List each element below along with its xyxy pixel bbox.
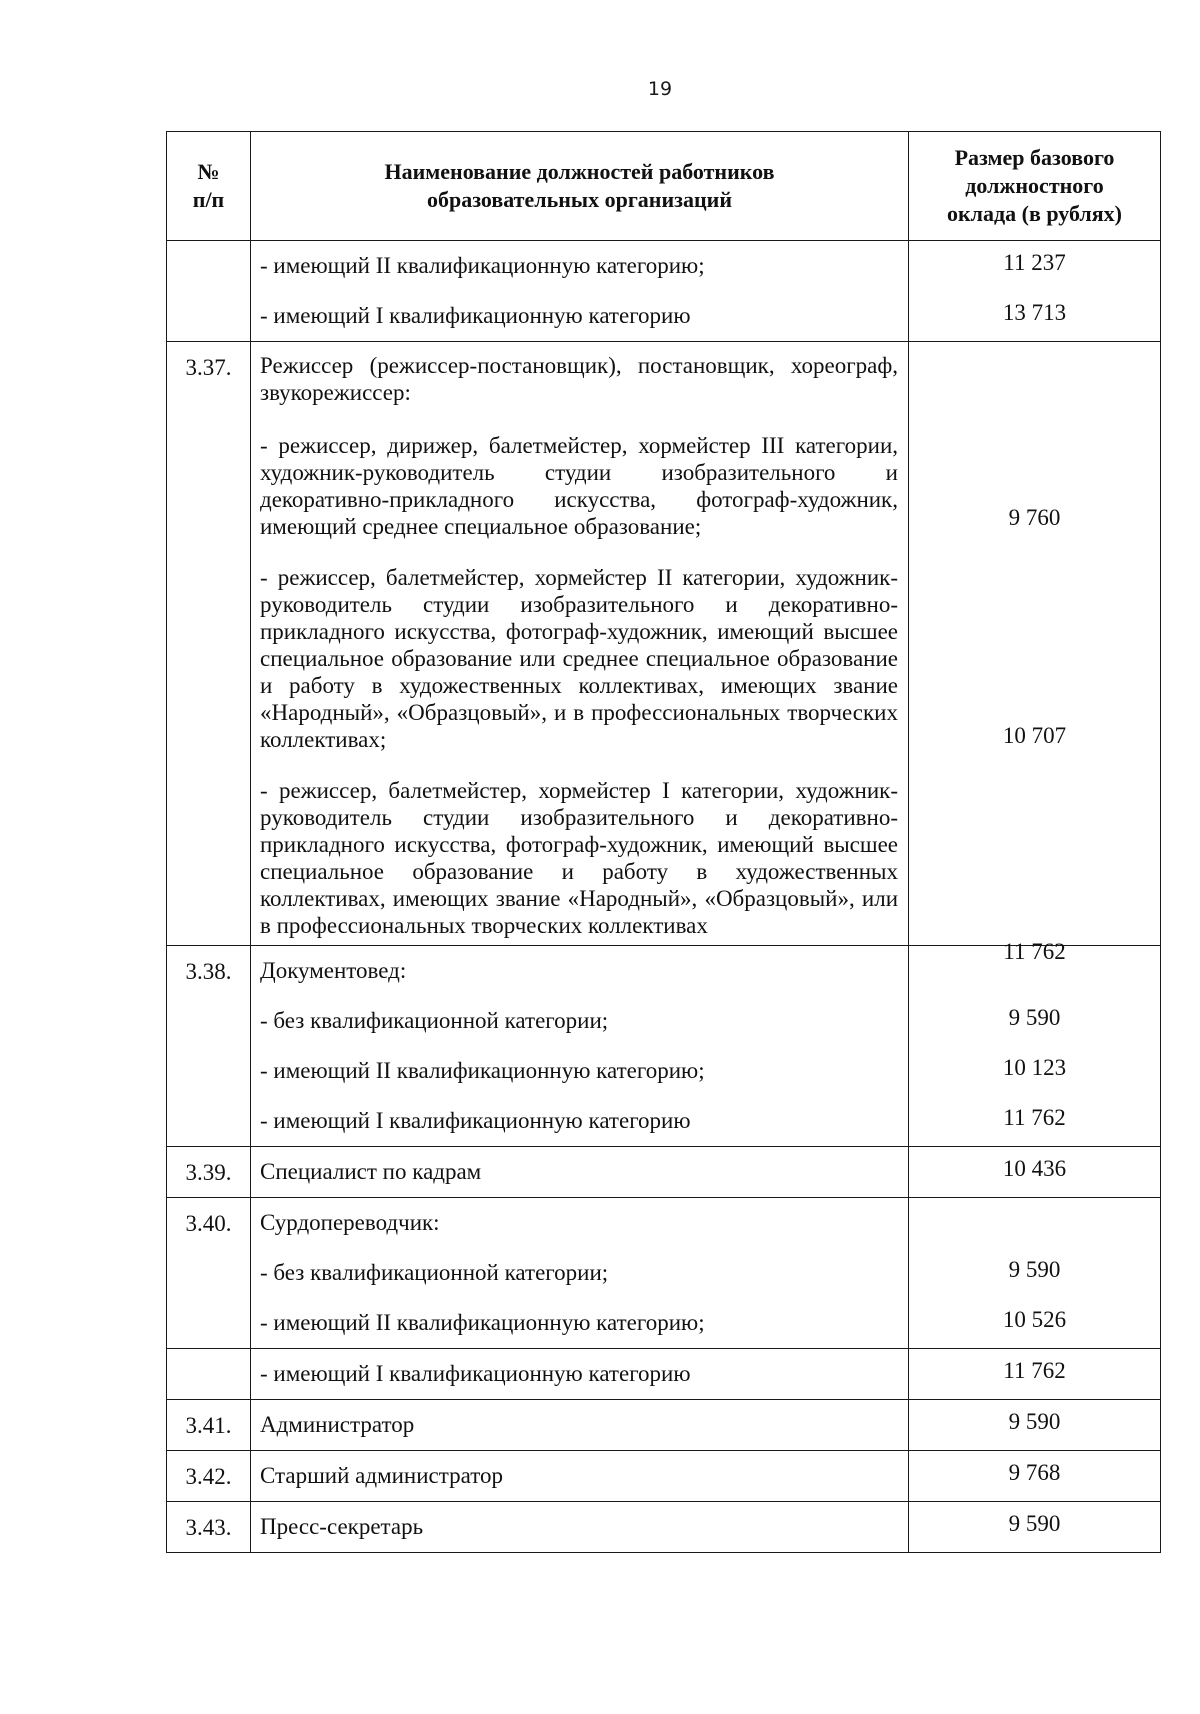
row-title: Администратор xyxy=(260,1412,415,1437)
item-label: - режиссер, дирижер, балетмейстер, хормейстер III категории, художник-руководитель студии изобразительного и декоративно-прикладного искусства, фотограф-художник, имеющий среднее специальное образование; xyxy=(260,433,898,539)
item-value: 9 590 xyxy=(1008,1257,1061,1282)
row-title: Сурдопереводчик: xyxy=(260,1210,440,1235)
item-value: 9 590 xyxy=(1008,1409,1061,1434)
page-number: 19 xyxy=(647,78,673,100)
row-value-cell xyxy=(909,1147,1161,1198)
row-value-cell xyxy=(909,1502,1161,1553)
header-salary: Размер базового должностного оклада (в рублях) xyxy=(909,132,1161,241)
table-row xyxy=(167,1349,1161,1400)
row-value-cell xyxy=(909,1198,1161,1349)
item-value: 9 590 xyxy=(1008,1511,1061,1536)
row-title: Документовед: xyxy=(260,958,407,983)
table-row xyxy=(167,1147,1161,1198)
table-row xyxy=(167,241,1161,342)
item-value: 10 707 xyxy=(1002,723,1067,748)
row-name-cell xyxy=(251,1147,909,1198)
row-num: 3.40. xyxy=(167,1198,251,1349)
row-name-cell xyxy=(251,1349,909,1400)
item-value: 10 436 xyxy=(1002,1156,1067,1181)
item-label: - имеющий II квалификационную категорию; xyxy=(260,1058,705,1083)
row-title: Пресс-секретарь xyxy=(260,1514,424,1539)
item-value: 9 768 xyxy=(1008,1460,1061,1485)
row-value-cell xyxy=(909,241,1161,342)
table-row xyxy=(167,342,1161,946)
item-value: 10 123 xyxy=(1002,1055,1067,1080)
item-label: - режиссер, балетмейстер, хормейстер I категории, художник-руководитель студии изобразительного и декоративно-прикладного искусства, фотограф-художник, имеющий высшее специальное образование и работу в художественных коллективах, имеющих звание «Народный», «Образцовый», или в профессиональных творческих коллективах xyxy=(260,778,898,938)
row-num: 3.43. xyxy=(167,1502,251,1553)
table-header-row xyxy=(167,132,1161,241)
item-label: - режиссер, балетмейстер, хормейстер II категории, художник-руководитель студии изобразительного и декоративно-прикладного искусства, фотограф-художник, имеющий высшее специальное образование или среднее специальное образование и работу в художественных коллективах, имеющих звание «Народный», «Образцовый», и в профессиональных творческих коллективах; xyxy=(260,565,898,752)
item-label: - имеющий I квалификационную категорию xyxy=(260,1108,691,1133)
table-row xyxy=(167,1502,1161,1553)
table-row xyxy=(167,1451,1161,1502)
salary-table xyxy=(166,131,1161,1553)
table-row xyxy=(167,1400,1161,1451)
item-label: - имеющий II квалификационную категорию; xyxy=(260,253,705,278)
row-value-cell xyxy=(909,946,1161,1147)
row-name-cell xyxy=(251,1198,909,1349)
item-label: - имеющий I квалификационную категорию xyxy=(260,1361,691,1386)
row-value-cell xyxy=(909,342,1161,964)
item-label: - без квалификационной категории; xyxy=(260,1008,609,1033)
row-title: Режиссер (режиссер-постановщик), постановщик, хореограф, звукорежиссер: xyxy=(260,353,898,405)
item-value: 10 526 xyxy=(1002,1307,1067,1332)
row-num: 3.42. xyxy=(167,1451,251,1502)
row-num-cell xyxy=(167,1349,251,1400)
row-num: 3.37. xyxy=(167,342,251,946)
item-value: 9 760 xyxy=(1008,505,1061,530)
row-name-cell xyxy=(251,1502,909,1553)
item-value: 11 762 xyxy=(1003,939,1066,964)
table-row xyxy=(167,1198,1161,1349)
row-name-cell xyxy=(251,241,909,342)
header-num: № п/п xyxy=(167,132,251,241)
row-num: 3.41. xyxy=(167,1400,251,1451)
item-value: 11 237 xyxy=(1003,250,1066,275)
item-value: 9 590 xyxy=(1008,1005,1061,1030)
row-name-cell xyxy=(251,1451,909,1502)
row-name-cell xyxy=(251,342,909,946)
row-name-cell xyxy=(251,946,909,1147)
row-title: Специалист по кадрам xyxy=(260,1159,482,1184)
row-num: 3.39. xyxy=(167,1147,251,1198)
row-num-cell xyxy=(167,241,251,342)
row-value-cell xyxy=(909,1451,1161,1502)
row-title: Старший администратор xyxy=(260,1463,503,1488)
table-row xyxy=(167,946,1161,1147)
item-label: - имеющий II квалификационную категорию; xyxy=(260,1310,705,1335)
row-num: 3.38. xyxy=(167,946,251,1147)
row-value-cell xyxy=(909,1349,1161,1400)
item-value: 13 713 xyxy=(1002,300,1067,325)
row-name-cell xyxy=(251,1400,909,1451)
item-label: - имеющий I квалификационную категорию xyxy=(260,303,691,328)
item-value: 11 762 xyxy=(1003,1105,1066,1130)
header-name: Наименование должностей работников образовательных организаций xyxy=(251,132,909,241)
row-value-cell xyxy=(909,1400,1161,1451)
item-label: - без квалификационной категории; xyxy=(260,1260,609,1285)
item-value: 11 762 xyxy=(1003,1358,1066,1383)
